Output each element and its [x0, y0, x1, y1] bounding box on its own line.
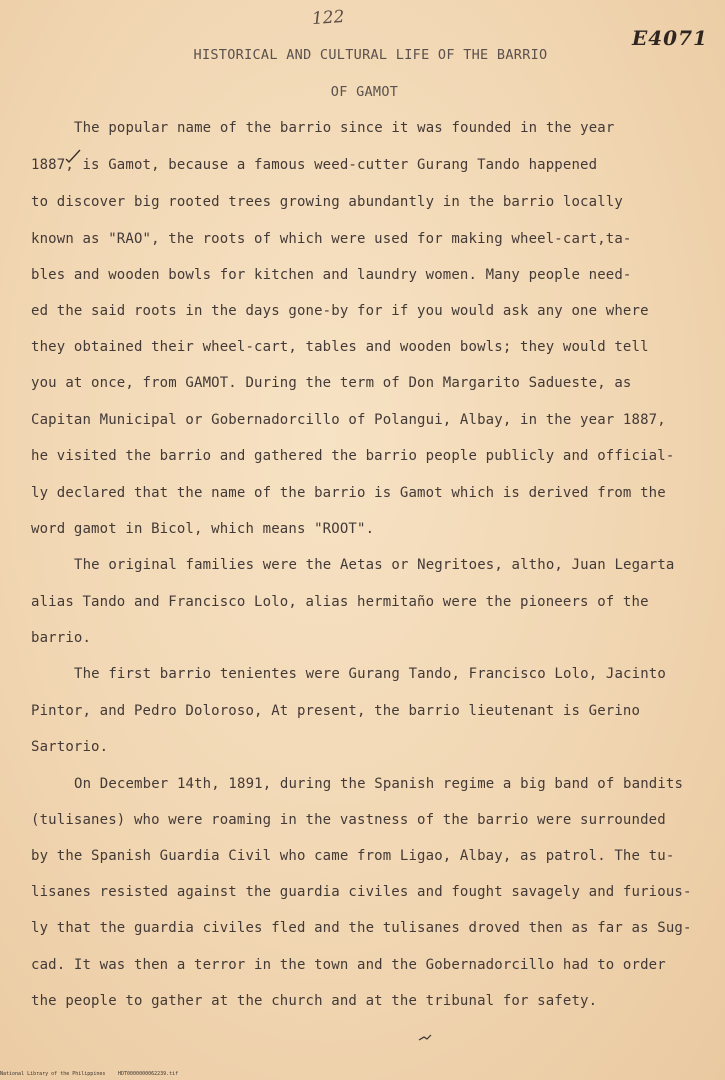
text-line: (tulisanes) who were roaming in the vastness of the barrio were surrounded: [31, 812, 666, 828]
text-line: bles and wooden bowls for kitchen and laundry women. Many people need-: [31, 267, 632, 283]
catalog-number: E4071: [632, 26, 708, 50]
text-line: the people to gather at the church and at the tribunal for safety.: [31, 993, 598, 1009]
text-line: known as "RAO", the roots of which were used for making wheel-cart,ta-: [31, 231, 632, 247]
text-line: alias Tando and Francisco Lolo, alias hermitaño were the pioneers of the: [31, 594, 649, 610]
text-line: ly that the guardia civiles fled and the tulisanes droved then as far as Sug-: [31, 920, 692, 936]
text-line: The popular name of the barrio since it was founded in the year: [74, 120, 615, 136]
text-line: to discover big rooted trees growing abundantly in the barrio locally: [31, 194, 623, 210]
text-line: The original families were the Aetas or Negritoes, altho, Juan Legarta: [74, 557, 675, 573]
document-title-line-1: HISTORICAL AND CULTURAL LIFE OF THE BARRIO: [193, 47, 548, 63]
text-line: you at once, from GAMOT. During the term of Don Margarito Sadueste, as: [31, 375, 632, 391]
footer-filename: HDT0000000062239.tif: [118, 1071, 179, 1077]
text-line: Pintor, and Pedro Doloroso, At present, the barrio lieutenant is Gerino: [31, 703, 641, 719]
text-line: ed the said roots in the days gone-by for if you would ask any one where: [31, 303, 649, 319]
text-line: 1887, is Gamot, because a famous weed-cutter Gurang Tando happened: [31, 157, 598, 173]
text-line: ly declared that the name of the barrio is Gamot which is derived from the: [31, 485, 666, 501]
text-line: they obtained their wheel-cart, tables and wooden bowls; they would tell: [31, 339, 649, 355]
document-title-line-2: OF GAMOT: [330, 84, 399, 100]
text-line: The first barrio tenientes were Gurang Tando, Francisco Lolo, Jacinto: [74, 666, 666, 682]
footer-library: National Library of the Philippines: [0, 1071, 106, 1077]
text-line: by the Spanish Guardia Civil who came from Ligao, Albay, as patrol. The tu-: [31, 848, 675, 864]
handwritten-page-number: 122: [311, 6, 346, 30]
pen-mark-icon: [418, 1034, 432, 1042]
text-line: On December 14th, 1891, during the Spanish regime a big band of bandits: [74, 776, 684, 792]
text-line: lisanes resisted against the guardia civiles and fought savagely and furious-: [31, 884, 692, 900]
text-line: cad. It was then a terror in the town and the Gobernadorcillo had to order: [31, 957, 666, 973]
text-line: word gamot in Bicol, which means "ROOT".: [31, 521, 375, 537]
text-line: Sartorio.: [31, 739, 109, 755]
scan-footer: [0, 1071, 179, 1077]
text-line: Capitan Municipal or Gobernadorcillo of Polangui, Albay, in the year 1887,: [31, 412, 666, 428]
text-line: barrio.: [31, 630, 92, 646]
text-line: he visited the barrio and gathered the barrio people publicly and official-: [31, 448, 675, 464]
